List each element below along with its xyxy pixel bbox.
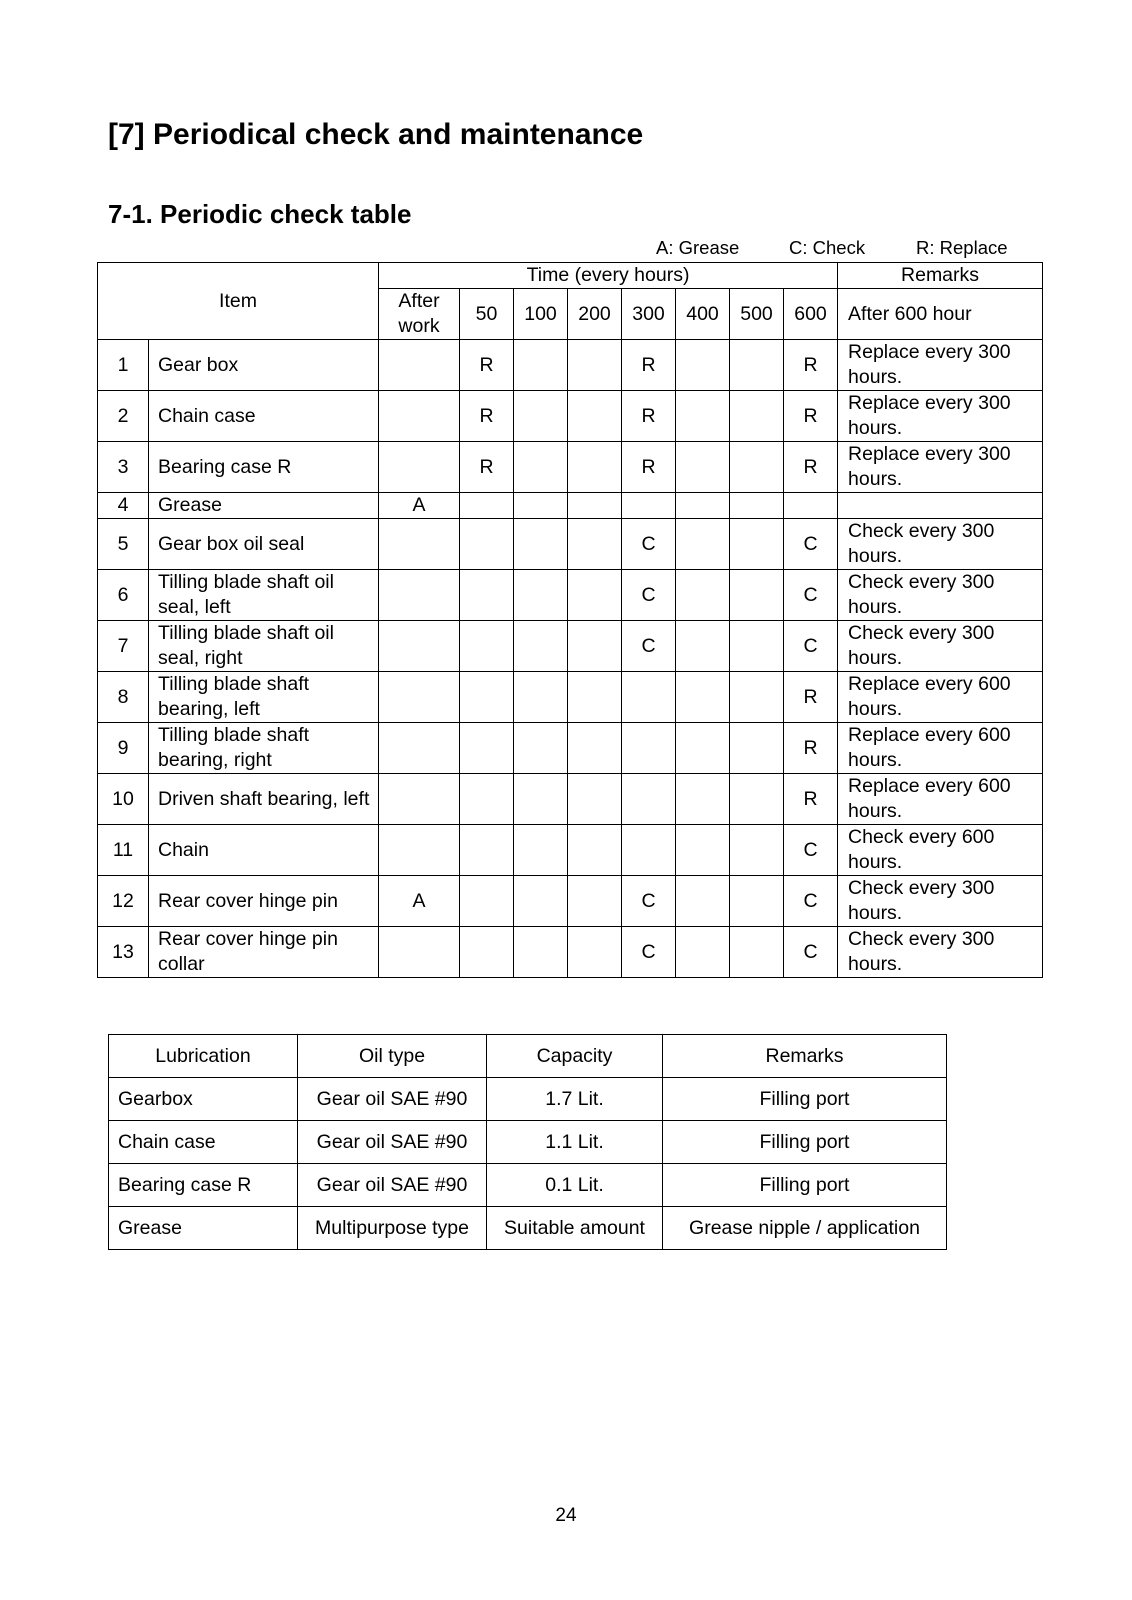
mark-cell bbox=[568, 442, 622, 493]
lubrication-cell: Filling port bbox=[663, 1078, 947, 1121]
mark-cell bbox=[379, 442, 460, 493]
row-number: 8 bbox=[98, 672, 149, 723]
table-row bbox=[98, 621, 1043, 672]
table-row bbox=[98, 570, 1043, 621]
item-header: Item bbox=[98, 263, 379, 340]
row-number: 2 bbox=[98, 391, 149, 442]
lubrication-cell: Suitable amount bbox=[487, 1207, 663, 1250]
remark-cell bbox=[838, 493, 1043, 519]
time-column-header: After work bbox=[379, 289, 460, 340]
item-name: Tilling blade shaft bearing, left bbox=[149, 672, 379, 723]
lubrication-cell: Grease nipple / application bbox=[663, 1207, 947, 1250]
remark-cell: Check every 600 hours. bbox=[838, 825, 1043, 876]
mark-cell bbox=[568, 391, 622, 442]
table-row bbox=[98, 340, 1043, 391]
mark-cell bbox=[676, 876, 730, 927]
mark-cell: R bbox=[622, 340, 676, 391]
mark-cell: A bbox=[379, 493, 460, 519]
mark-cell bbox=[676, 723, 730, 774]
mark-cell bbox=[379, 340, 460, 391]
remark-cell: Replace every 300 hours. bbox=[838, 340, 1043, 391]
row-number: 9 bbox=[98, 723, 149, 774]
item-name: Gear box bbox=[149, 340, 379, 391]
mark-cell bbox=[460, 493, 514, 519]
remark-cell: Replace every 600 hours. bbox=[838, 774, 1043, 825]
mark-cell: R bbox=[460, 340, 514, 391]
mark-cell bbox=[514, 570, 568, 621]
mark-cell bbox=[460, 774, 514, 825]
mark-cell bbox=[514, 621, 568, 672]
remark-cell: Replace every 600 hours. bbox=[838, 672, 1043, 723]
mark-cell bbox=[730, 391, 784, 442]
mark-cell bbox=[379, 672, 460, 723]
mark-cell bbox=[730, 621, 784, 672]
mark-cell bbox=[676, 493, 730, 519]
mark-cell: A bbox=[379, 876, 460, 927]
mark-cell bbox=[676, 570, 730, 621]
lubrication-cell: Gear oil SAE #90 bbox=[298, 1164, 487, 1207]
mark-cell: R bbox=[784, 774, 838, 825]
mark-cell bbox=[622, 825, 676, 876]
table-row bbox=[98, 672, 1043, 723]
lubrication-cell: 0.1 Lit. bbox=[487, 1164, 663, 1207]
mark-cell: R bbox=[622, 391, 676, 442]
lubrication-cell: Gear oil SAE #90 bbox=[298, 1078, 487, 1121]
item-name: Tilling blade shaft oil seal, left bbox=[149, 570, 379, 621]
mark-cell: R bbox=[784, 442, 838, 493]
mark-cell bbox=[379, 621, 460, 672]
table-row bbox=[98, 876, 1043, 927]
time-column-header: 600 bbox=[784, 289, 838, 340]
lubrication-cell: 1.1 Lit. bbox=[487, 1121, 663, 1164]
mark-cell bbox=[379, 723, 460, 774]
lubrication-cell: Grease bbox=[109, 1207, 298, 1250]
mark-cell: C bbox=[784, 519, 838, 570]
mark-cell bbox=[514, 672, 568, 723]
mark-cell bbox=[568, 723, 622, 774]
mark-cell: C bbox=[622, 927, 676, 978]
row-number: 10 bbox=[98, 774, 149, 825]
row-number: 11 bbox=[98, 825, 149, 876]
mark-cell bbox=[676, 927, 730, 978]
table-row bbox=[109, 1078, 947, 1121]
item-name: Rear cover hinge pin collar bbox=[149, 927, 379, 978]
mark-cell bbox=[514, 927, 568, 978]
mark-cell bbox=[730, 774, 784, 825]
row-number: 4 bbox=[98, 493, 149, 519]
mark-cell bbox=[568, 672, 622, 723]
mark-cell bbox=[730, 723, 784, 774]
mark-cell bbox=[676, 391, 730, 442]
mark-cell bbox=[568, 621, 622, 672]
mark-cell: R bbox=[460, 391, 514, 442]
mark-cell bbox=[676, 825, 730, 876]
mark-cell: C bbox=[784, 825, 838, 876]
remark-cell: Check every 300 hours. bbox=[838, 519, 1043, 570]
row-number: 13 bbox=[98, 927, 149, 978]
lubrication-cell: Filling port bbox=[663, 1164, 947, 1207]
lubrication-cell: Filling port bbox=[663, 1121, 947, 1164]
row-number: 7 bbox=[98, 621, 149, 672]
time-column-header: 400 bbox=[676, 289, 730, 340]
mark-cell: C bbox=[622, 570, 676, 621]
mark-cell bbox=[730, 672, 784, 723]
remark-cell: Check every 300 hours. bbox=[838, 621, 1043, 672]
mark-cell bbox=[379, 774, 460, 825]
mark-cell bbox=[379, 825, 460, 876]
row-number: 5 bbox=[98, 519, 149, 570]
mark-cell bbox=[676, 340, 730, 391]
mark-cell bbox=[514, 723, 568, 774]
time-column-header: 300 bbox=[622, 289, 676, 340]
mark-cell bbox=[460, 876, 514, 927]
time-column-header: 50 bbox=[460, 289, 514, 340]
mark-cell bbox=[730, 570, 784, 621]
page-heading: [7] Periodical check and maintenance bbox=[108, 118, 644, 151]
mark-cell bbox=[730, 493, 784, 519]
mark-cell bbox=[460, 723, 514, 774]
item-name: Tilling blade shaft bearing, right bbox=[149, 723, 379, 774]
mark-cell bbox=[676, 442, 730, 493]
mark-cell bbox=[622, 723, 676, 774]
row-number: 1 bbox=[98, 340, 149, 391]
table-row bbox=[98, 927, 1043, 978]
mark-cell bbox=[460, 825, 514, 876]
item-name: Chain bbox=[149, 825, 379, 876]
lubrication-cell: Bearing case R bbox=[109, 1164, 298, 1207]
remark-cell: Check every 300 hours. bbox=[838, 876, 1043, 927]
mark-cell: C bbox=[622, 876, 676, 927]
mark-cell: C bbox=[784, 927, 838, 978]
mark-cell bbox=[622, 493, 676, 519]
time-header: Time (every hours) bbox=[379, 263, 838, 289]
remarks-subheader: After 600 hour bbox=[838, 289, 1043, 340]
lubrication-cell: Multipurpose type bbox=[298, 1207, 487, 1250]
lubrication-cell: Gearbox bbox=[109, 1078, 298, 1121]
mark-cell bbox=[676, 621, 730, 672]
mark-cell bbox=[379, 570, 460, 621]
mark-cell: C bbox=[622, 519, 676, 570]
mark-cell bbox=[568, 340, 622, 391]
mark-cell: C bbox=[784, 570, 838, 621]
remark-cell: Replace every 300 hours. bbox=[838, 391, 1043, 442]
mark-cell: R bbox=[622, 442, 676, 493]
table-row bbox=[98, 825, 1043, 876]
legend-check: C: Check bbox=[789, 237, 866, 258]
mark-cell bbox=[460, 519, 514, 570]
mark-cell bbox=[676, 774, 730, 825]
table-row bbox=[109, 1207, 947, 1250]
mark-cell bbox=[730, 825, 784, 876]
remark-cell: Check every 300 hours. bbox=[838, 570, 1043, 621]
mark-cell bbox=[379, 519, 460, 570]
mark-cell bbox=[730, 340, 784, 391]
section-heading: 7-1. Periodic check table bbox=[108, 199, 412, 229]
mark-cell bbox=[460, 621, 514, 672]
mark-cell bbox=[784, 493, 838, 519]
item-name: Tilling blade shaft oil seal, right bbox=[149, 621, 379, 672]
table-row bbox=[109, 1164, 947, 1207]
mark-cell bbox=[514, 876, 568, 927]
lubrication-header-row bbox=[109, 1035, 947, 1078]
item-name: Driven shaft bearing, left bbox=[149, 774, 379, 825]
row-number: 3 bbox=[98, 442, 149, 493]
lubrication-column-header: Remarks bbox=[663, 1035, 947, 1078]
table-row bbox=[98, 774, 1043, 825]
mark-cell bbox=[568, 927, 622, 978]
periodic-check-table bbox=[97, 262, 1043, 978]
remark-cell: Replace every 300 hours. bbox=[838, 442, 1043, 493]
mark-cell: C bbox=[784, 621, 838, 672]
mark-cell bbox=[460, 927, 514, 978]
mark-cell bbox=[514, 519, 568, 570]
remark-cell: Check every 300 hours. bbox=[838, 927, 1043, 978]
mark-cell bbox=[460, 570, 514, 621]
mark-cell bbox=[730, 927, 784, 978]
table-row bbox=[98, 519, 1043, 570]
mark-cell bbox=[514, 774, 568, 825]
mark-cell bbox=[514, 391, 568, 442]
table-row bbox=[98, 723, 1043, 774]
mark-cell bbox=[460, 672, 514, 723]
mark-cell: C bbox=[622, 621, 676, 672]
lubrication-cell: Chain case bbox=[109, 1121, 298, 1164]
table-row bbox=[98, 493, 1043, 519]
mark-cell bbox=[514, 442, 568, 493]
table-row bbox=[98, 391, 1043, 442]
row-number: 12 bbox=[98, 876, 149, 927]
lubrication-cell: 1.7 Lit. bbox=[487, 1078, 663, 1121]
mark-cell bbox=[379, 927, 460, 978]
remark-cell: Replace every 600 hours. bbox=[838, 723, 1043, 774]
lubrication-table bbox=[108, 1034, 947, 1250]
mark-cell bbox=[730, 519, 784, 570]
mark-cell bbox=[568, 825, 622, 876]
table-row bbox=[98, 442, 1043, 493]
mark-cell: R bbox=[784, 672, 838, 723]
legend-grease: A: Grease bbox=[656, 237, 740, 258]
time-column-header: 200 bbox=[568, 289, 622, 340]
mark-cell: R bbox=[784, 391, 838, 442]
mark-cell bbox=[568, 493, 622, 519]
mark-cell bbox=[568, 876, 622, 927]
mark-cell: C bbox=[784, 876, 838, 927]
mark-cell bbox=[568, 774, 622, 825]
lubrication-column-header: Oil type bbox=[298, 1035, 487, 1078]
item-name: Grease bbox=[149, 493, 379, 519]
mark-cell bbox=[568, 519, 622, 570]
time-column-header: 100 bbox=[514, 289, 568, 340]
table-row bbox=[109, 1121, 947, 1164]
item-name: Bearing case R bbox=[149, 442, 379, 493]
mark-cell bbox=[730, 876, 784, 927]
lubrication-cell: Gear oil SAE #90 bbox=[298, 1121, 487, 1164]
mark-cell bbox=[514, 493, 568, 519]
page-number: 24 bbox=[555, 1505, 577, 1526]
time-column-header: 500 bbox=[730, 289, 784, 340]
mark-cell bbox=[379, 391, 460, 442]
mark-cell bbox=[676, 672, 730, 723]
lubrication-column-header: Lubrication bbox=[109, 1035, 298, 1078]
mark-cell bbox=[622, 672, 676, 723]
item-name: Rear cover hinge pin bbox=[149, 876, 379, 927]
item-name: Chain case bbox=[149, 391, 379, 442]
mark-cell: R bbox=[784, 723, 838, 774]
mark-cell bbox=[514, 340, 568, 391]
mark-cell: R bbox=[784, 340, 838, 391]
lubrication-column-header: Capacity bbox=[487, 1035, 663, 1078]
mark-cell bbox=[622, 774, 676, 825]
legend-replace: R: Replace bbox=[916, 237, 1008, 258]
remarks-header: Remarks bbox=[838, 263, 1043, 289]
mark-cell bbox=[730, 442, 784, 493]
mark-cell bbox=[676, 519, 730, 570]
row-number: 6 bbox=[98, 570, 149, 621]
item-name: Gear box oil seal bbox=[149, 519, 379, 570]
mark-cell: R bbox=[460, 442, 514, 493]
mark-cell bbox=[568, 570, 622, 621]
mark-cell bbox=[514, 825, 568, 876]
